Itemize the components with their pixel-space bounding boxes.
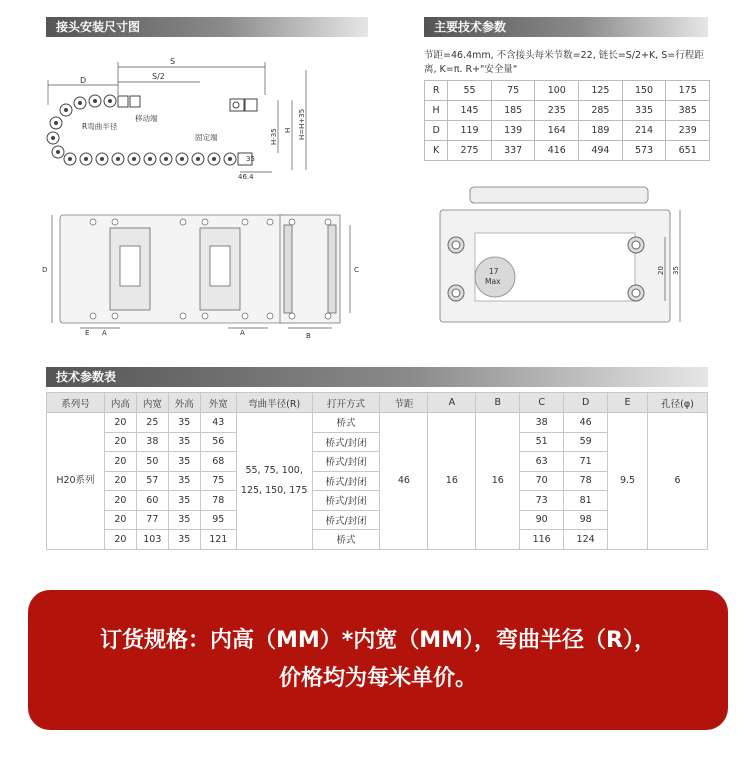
tech-cell: 651 [666,141,710,161]
tech-cell: 100 [535,81,579,101]
dimensions-section-title: 接头安装尺寸图 [46,17,368,37]
tech-cell: 119 [448,121,492,141]
tech-cell: 285 [579,101,623,121]
tech-cell: 573 [622,141,666,161]
link-cross-section-diagram [430,185,710,335]
outer-height-cell: 35 [168,471,200,491]
outer-width-cell: 75 [200,471,236,491]
inner-width-cell: 38 [136,432,168,452]
inner-width-cell: 57 [136,471,168,491]
label-46-4: 46.4 [238,173,254,181]
inner-height-cell: 20 [104,491,136,511]
label-h: H [284,127,292,133]
inner-width-cell: 77 [136,510,168,530]
inner-height-cell: 20 [104,471,136,491]
label-a: A [102,329,107,337]
tech-row-key: K [425,141,448,161]
tech-cell: 214 [622,121,666,141]
tech-cell: 235 [535,101,579,121]
inner-height-cell: 20 [104,510,136,530]
tech-row [425,101,710,121]
spec-header-cell: 系列号 [47,393,105,413]
c-cell: 73 [520,491,564,511]
outer-height-cell: 35 [168,413,200,433]
tech-row [425,121,710,141]
label-35: 35 [672,266,680,275]
b-cell: 16 [476,413,520,550]
tech-cell: 335 [622,101,666,121]
tech-cell: 494 [579,141,623,161]
outer-height-cell: 35 [168,452,200,472]
label-a-right: A [240,329,245,337]
pitch-cell: 46 [380,413,428,550]
outer-height-cell: 35 [168,530,200,550]
outer-width-cell: 95 [200,510,236,530]
order-notice-banner [28,590,728,730]
c-cell: 38 [520,413,564,433]
outer-height-cell: 35 [168,432,200,452]
spec-header-cell: 打开方式 [312,393,380,413]
open-type-cell: 桥式 [312,530,380,550]
label-s: S [170,57,176,66]
c-cell: 116 [520,530,564,550]
label-max: Max [485,277,501,286]
tech-cell: 175 [666,81,710,101]
tech-row-key: R [425,81,448,101]
label-d: D [80,76,87,85]
inner-width-cell: 103 [136,530,168,550]
inner-width-cell: 25 [136,413,168,433]
spec-header-cell: 节距 [380,393,428,413]
bend-radius-cell [236,413,312,550]
banner-line-2: 价格均为每米单价。 [278,666,477,691]
outer-width-cell: 78 [200,491,236,511]
chain-installation-diagram [40,45,340,185]
tech-cell: 139 [491,121,535,141]
tech-cell: 239 [666,121,710,141]
spec-header-cell: D [564,393,608,413]
tech-cell: 164 [535,121,579,141]
label-s-half: S/2 [152,72,165,81]
tech-cell: 385 [666,101,710,121]
spec-table [46,392,708,550]
spec-header-cell: 孔径(φ) [648,393,708,413]
tech-cell: 145 [448,101,492,121]
open-type-cell: 桥式 [312,413,380,433]
tech-cell: 275 [448,141,492,161]
label-side-d: D [42,266,48,274]
outer-width-cell: 121 [200,530,236,550]
e-cell: 9.5 [608,413,648,550]
tech-cell: 55 [448,81,492,101]
label-20: 20 [657,266,665,275]
spec-header-cell: B [476,393,520,413]
tech-cell: 337 [491,141,535,161]
tech-description: 节距=46.4mm, 不含接头每米节数=22, 链长=S/2+K, S=行程距离, K=π. R+"安全量" [424,50,704,75]
tech-section-title: 主要技术参数 [424,17,708,37]
spec-header-cell: E [608,393,648,413]
tech-params-table [424,80,710,161]
spec-header-cell: 外高 [168,393,200,413]
label-c: C [354,266,359,274]
inner-height-cell: 20 [104,432,136,452]
c-cell: 70 [520,471,564,491]
d-cell: 59 [564,432,608,452]
c-cell: 63 [520,452,564,472]
inner-height-cell: 20 [104,452,136,472]
inner-width-cell: 50 [136,452,168,472]
spec-header-cell: A [428,393,476,413]
spec-row [47,413,708,433]
inner-height-cell: 20 [104,530,136,550]
bend-radius-line-2: 125, 150, 175 [240,484,308,496]
spec-section-title: 技术参数表 [46,367,708,387]
spec-header-cell: 内高 [104,393,136,413]
tech-row-key: H [425,101,448,121]
d-cell: 124 [564,530,608,550]
series-cell: H20系列 [47,413,105,550]
label-moving-end: 移动端 [135,114,158,123]
tech-row [425,81,710,101]
label-e: E [85,329,90,337]
spec-header-cell: C [520,393,564,413]
d-cell: 98 [564,510,608,530]
c-cell: 90 [520,510,564,530]
tech-row-key: D [425,121,448,141]
a-cell: 16 [428,413,476,550]
label-h-plus-35: H=H+35 [298,108,306,140]
outer-height-cell: 35 [168,510,200,530]
open-type-cell: 桥式/封闭 [312,510,380,530]
open-type-cell: 桥式/封闭 [312,452,380,472]
spec-header-cell: 内宽 [136,393,168,413]
bend-radius-line-1: 55, 75, 100, [245,464,303,476]
d-cell: 71 [564,452,608,472]
tech-cell: 75 [491,81,535,101]
banner-line-1: 订货规格：内高（MM）*内宽（MM），弯曲半径（R）， [99,628,657,653]
tech-cell: 416 [535,141,579,161]
outer-width-cell: 43 [200,413,236,433]
tech-cell: 185 [491,101,535,121]
label-fixed-end: 固定端 [195,133,218,142]
outer-height-cell: 35 [168,491,200,511]
open-type-cell: 桥式/封闭 [312,432,380,452]
label-35-small: 35 [246,155,255,163]
tech-cell: 150 [622,81,666,101]
d-cell: 81 [564,491,608,511]
label-h-minus-35: H-35 [270,128,278,145]
open-type-cell: 桥式/封闭 [312,491,380,511]
outer-width-cell: 68 [200,452,236,472]
tech-row [425,141,710,161]
spec-header-cell: 弯曲半径(R) [236,393,312,413]
d-cell: 46 [564,413,608,433]
inner-width-cell: 60 [136,491,168,511]
label-bend-radius: R弯曲半径 [82,122,118,131]
hole-cell: 6 [648,413,708,550]
tech-cell: 189 [579,121,623,141]
outer-width-cell: 56 [200,432,236,452]
label-b: B [306,332,311,340]
open-type-cell: 桥式/封闭 [312,471,380,491]
spec-header-cell: 外宽 [200,393,236,413]
tech-cell: 125 [579,81,623,101]
d-cell: 78 [564,471,608,491]
link-side-view-diagram [40,200,370,350]
label-17: 17 [489,267,499,276]
inner-height-cell: 20 [104,413,136,433]
c-cell: 51 [520,432,564,452]
